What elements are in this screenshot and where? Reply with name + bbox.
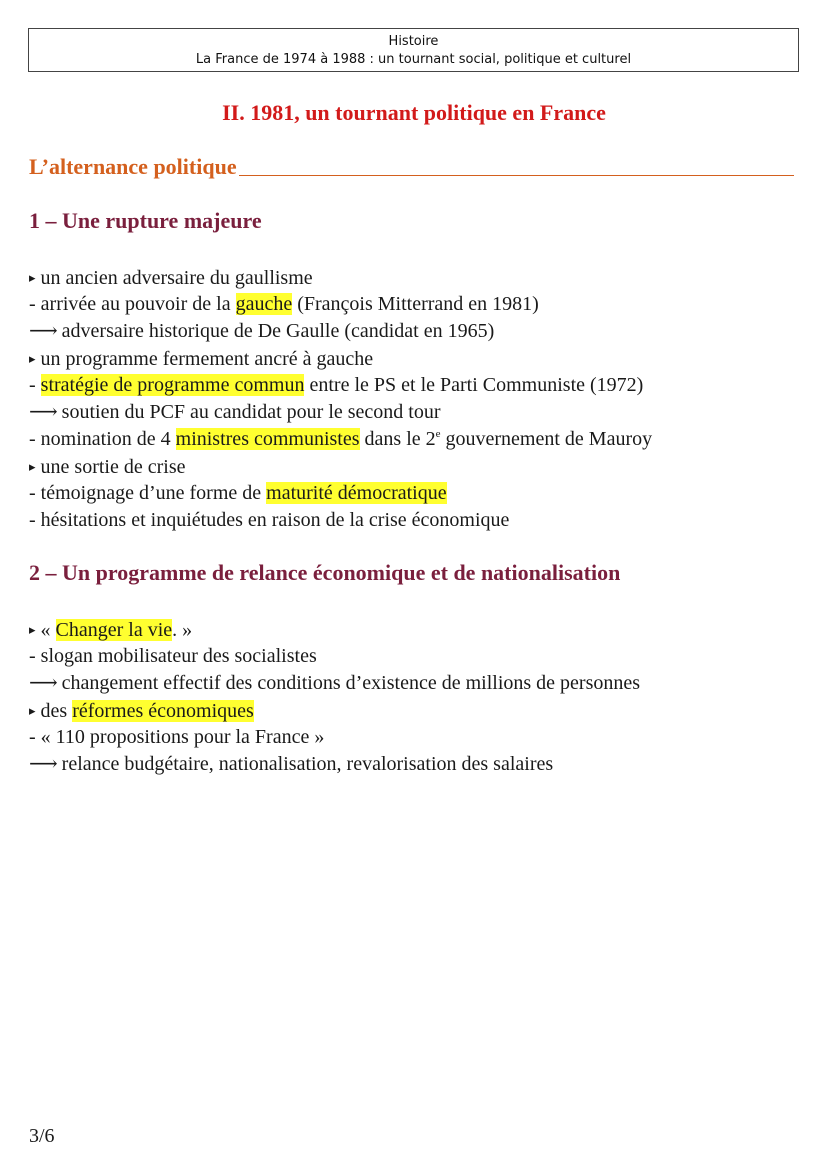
- list-item: - stratégie de programme commun entre le PS et le Parti Communiste (1972): [29, 374, 644, 396]
- list-item: ▸ « Changer la vie. »: [29, 619, 193, 641]
- triangle-bullet-icon: ▸: [29, 270, 36, 285]
- highlight: ministres communistes: [175, 428, 360, 450]
- arrow-icon: ⟶: [29, 672, 58, 694]
- part2-heading: 2 – Un programme de relance économique et de nationalisation: [29, 560, 621, 585]
- main-title: II. 1981, un tournant politique en France: [222, 100, 606, 125]
- triangle-bullet-icon: ▸: [29, 351, 36, 366]
- list-item: ▸ un programme fermement ancré à gauche: [29, 348, 374, 370]
- header-chapter: La France de 1974 à 1988 : un tournant social, politique et culturel: [195, 52, 632, 67]
- arrow-icon: ⟶: [29, 753, 58, 775]
- section-underline: [239, 175, 794, 176]
- triangle-bullet-icon: ▸: [29, 459, 36, 474]
- page-number: 3/6: [29, 1125, 55, 1147]
- highlight: gauche: [235, 293, 293, 315]
- list-item: - slogan mobilisateur des socialistes: [29, 645, 317, 667]
- list-item: - « 110 propositions pour la France »: [29, 726, 325, 748]
- list-item: - nomination de 4 ministres communistes dans le 2e gouvernement de Mauroy: [29, 428, 653, 450]
- part1-content: [29, 264, 652, 534]
- header-subject: Histoire: [388, 34, 439, 49]
- part1-heading: 1 – Une rupture majeure: [29, 208, 262, 233]
- part2-content: [29, 616, 640, 778]
- list-item: ▸ des réformes économiques: [29, 700, 254, 722]
- triangle-bullet-icon: ▸: [29, 622, 36, 637]
- highlight: stratégie de programme commun: [40, 374, 305, 396]
- highlight: maturité démocratique: [266, 482, 447, 504]
- list-item: ⟶ changement effectif des conditions d’existence de millions de personnes: [29, 672, 641, 694]
- section-heading-text: L’alternance politique: [29, 154, 237, 179]
- list-item: - hésitations et inquiétudes en raison de la crise économique: [29, 509, 510, 531]
- arrow-icon: ⟶: [29, 401, 58, 423]
- list-item: - témoignage d’une forme de maturité démocratique: [29, 482, 447, 504]
- list-item: ⟶ adversaire historique de De Gaulle (candidat en 1965): [29, 320, 495, 342]
- document-header: [28, 28, 799, 72]
- list-item: ⟶ soutien du PCF au candidat pour le second tour: [29, 401, 441, 423]
- list-item: ▸ une sortie de crise: [29, 456, 186, 478]
- highlight: Changer la vie: [55, 619, 173, 641]
- list-item: - arrivée au pouvoir de la gauche (François Mitterrand en 1981): [29, 293, 539, 315]
- arrow-icon: ⟶: [29, 320, 58, 342]
- list-item: ▸ un ancien adversaire du gaullisme: [29, 267, 313, 289]
- section-heading: [29, 154, 794, 180]
- triangle-bullet-icon: ▸: [29, 703, 36, 718]
- highlight: réformes économiques: [72, 700, 254, 722]
- list-item: ⟶ relance budgétaire, nationalisation, revalorisation des salaires: [29, 753, 554, 775]
